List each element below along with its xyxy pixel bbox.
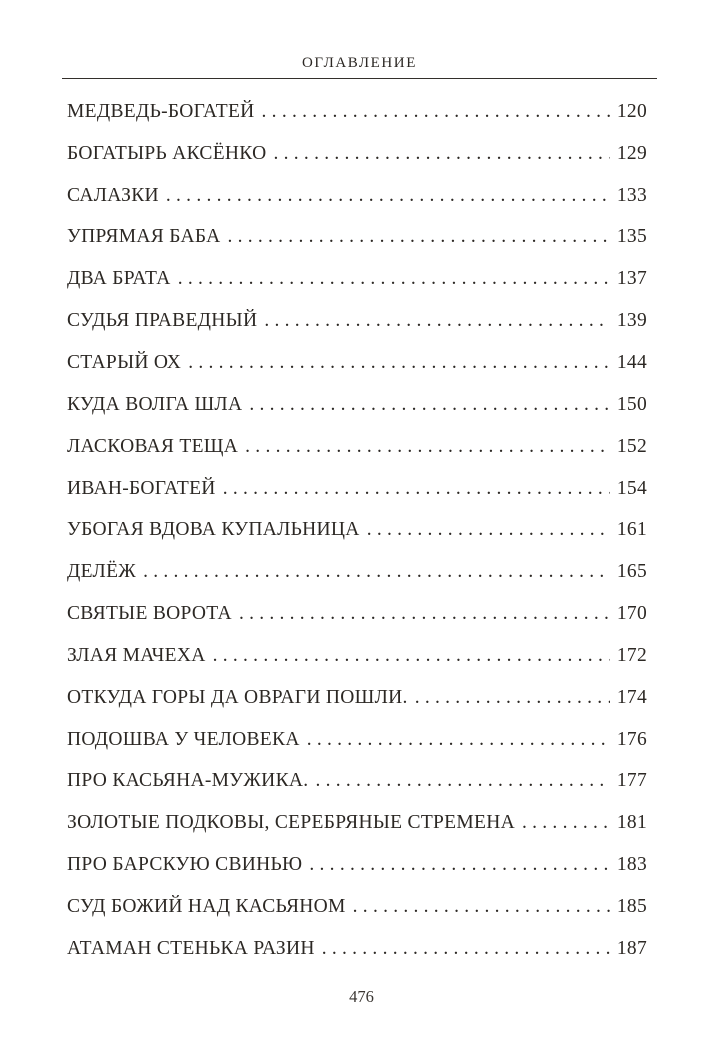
toc-entry-page: 150 bbox=[616, 393, 647, 415]
toc-entry-page: 152 bbox=[616, 435, 647, 457]
toc-entry-title: ПРО КАСЬЯНА-МУЖИКА. bbox=[67, 770, 309, 792]
toc-entry-title: ЛАСКОВАЯ ТЕЩА bbox=[67, 435, 239, 457]
dot-leader bbox=[264, 310, 610, 332]
dot-leader bbox=[522, 812, 610, 834]
folio-page-number: 476 bbox=[349, 987, 374, 1006]
toc-entry-page: 129 bbox=[616, 142, 647, 164]
toc-entry bbox=[62, 509, 657, 551]
toc-entry-title: ДВА БРАТА bbox=[67, 268, 171, 290]
toc-entry-title: СВЯТЫЕ ВОРОТА bbox=[67, 603, 232, 625]
toc-entry-page: 120 bbox=[616, 100, 647, 122]
toc-entry bbox=[62, 468, 657, 510]
dot-leader bbox=[223, 478, 610, 500]
toc-entry-page: 183 bbox=[616, 854, 647, 876]
dot-leader bbox=[315, 770, 609, 792]
toc-entry-title: СУДЬЯ ПРАВЕДНЫЙ bbox=[67, 310, 258, 332]
toc-entry bbox=[62, 258, 657, 300]
toc-entry-page: 165 bbox=[616, 561, 647, 583]
dot-leader bbox=[166, 185, 610, 207]
toc-entry bbox=[62, 886, 657, 928]
dot-leader bbox=[274, 143, 610, 165]
toc-list bbox=[62, 91, 657, 970]
page-title: ОГЛАВЛЕНИЕ bbox=[302, 55, 417, 71]
toc-entry-title: ПРО БАРСКУЮ СВИНЬЮ bbox=[67, 854, 303, 876]
toc-entry-title: УПРЯМАЯ БАБА bbox=[67, 226, 221, 248]
dot-leader bbox=[309, 854, 609, 876]
toc-entry-page: 185 bbox=[616, 895, 647, 917]
toc-entry-page: 133 bbox=[616, 184, 647, 206]
toc-entry-page: 181 bbox=[616, 812, 647, 834]
toc-entry-page: 177 bbox=[616, 770, 647, 792]
toc-entry bbox=[62, 91, 657, 133]
toc-entry bbox=[62, 635, 657, 677]
toc-entry bbox=[62, 217, 657, 259]
toc-entry-title: УБОГАЯ ВДОВА КУПАЛЬНИЦА bbox=[67, 519, 360, 541]
dot-leader bbox=[188, 352, 610, 374]
header-rule bbox=[62, 78, 657, 79]
toc-entry-page: 172 bbox=[616, 644, 647, 666]
toc-entry-title: ЗОЛОТЫЕ ПОДКОВЫ, СЕРЕБРЯНЫЕ СТРЕМЕНА bbox=[67, 812, 516, 834]
toc-entry bbox=[62, 551, 657, 593]
dot-leader bbox=[249, 394, 610, 416]
toc-entry bbox=[62, 133, 657, 175]
dot-leader bbox=[245, 436, 610, 458]
dot-leader bbox=[322, 938, 610, 960]
dot-leader bbox=[262, 101, 610, 123]
dot-leader bbox=[415, 687, 610, 709]
dot-leader bbox=[367, 519, 610, 541]
toc-entry-title: АТАМАН СТЕНЬКА РАЗИН bbox=[67, 937, 315, 959]
toc-entry bbox=[62, 342, 657, 384]
toc-entry bbox=[62, 677, 657, 719]
toc-entry bbox=[62, 761, 657, 803]
toc-entry-title: САЛАЗКИ bbox=[67, 184, 159, 206]
toc-entry bbox=[62, 384, 657, 426]
toc-entry bbox=[62, 300, 657, 342]
toc-entry bbox=[62, 593, 657, 635]
dot-leader bbox=[213, 645, 610, 667]
dot-leader bbox=[353, 896, 610, 918]
toc-entry-title: БОГАТЫРЬ АКСЁНКО bbox=[67, 142, 267, 164]
toc-entry-title: ЗЛАЯ МАЧЕХА bbox=[67, 644, 206, 666]
toc-entry-title: СУД БОЖИЙ НАД КАСЬЯНОМ bbox=[67, 895, 346, 917]
dot-leader bbox=[307, 729, 610, 751]
dot-leader bbox=[227, 226, 609, 248]
toc-entry bbox=[62, 175, 657, 217]
toc-entry bbox=[62, 802, 657, 844]
toc-entry-title: ПОДОШВА У ЧЕЛОВЕКА bbox=[67, 728, 300, 750]
dot-leader bbox=[239, 603, 610, 625]
toc-entry-title: СТАРЫЙ ОХ bbox=[67, 351, 182, 373]
toc-entry bbox=[62, 719, 657, 761]
dot-leader bbox=[143, 561, 610, 583]
toc-entry-page: 187 bbox=[616, 937, 647, 959]
toc-entry bbox=[62, 426, 657, 468]
toc-entry-page: 154 bbox=[616, 477, 647, 499]
toc-entry-title: КУДА ВОЛГА ШЛА bbox=[67, 393, 243, 415]
toc-entry bbox=[62, 844, 657, 886]
toc-entry-page: 135 bbox=[616, 226, 647, 248]
toc-entry-page: 176 bbox=[616, 728, 647, 750]
toc-entry-page: 144 bbox=[616, 351, 647, 373]
toc-entry-page: 174 bbox=[616, 686, 647, 708]
toc-entry-page: 139 bbox=[616, 310, 647, 332]
toc-entry-page: 161 bbox=[616, 519, 647, 541]
toc-entry bbox=[62, 928, 657, 970]
toc-entry-page: 170 bbox=[616, 603, 647, 625]
toc-entry-title: ИВАН-БОГАТЕЙ bbox=[67, 477, 216, 499]
toc-entry-title: МЕДВЕДЬ-БОГАТЕЙ bbox=[67, 100, 255, 122]
toc-entry-title: ДЕЛЁЖ bbox=[67, 561, 137, 583]
toc-entry-title: ОТКУДА ГОРЫ ДА ОВРАГИ ПОШЛИ. bbox=[67, 686, 408, 708]
toc-entry-page: 137 bbox=[616, 268, 647, 290]
dot-leader bbox=[178, 268, 610, 290]
